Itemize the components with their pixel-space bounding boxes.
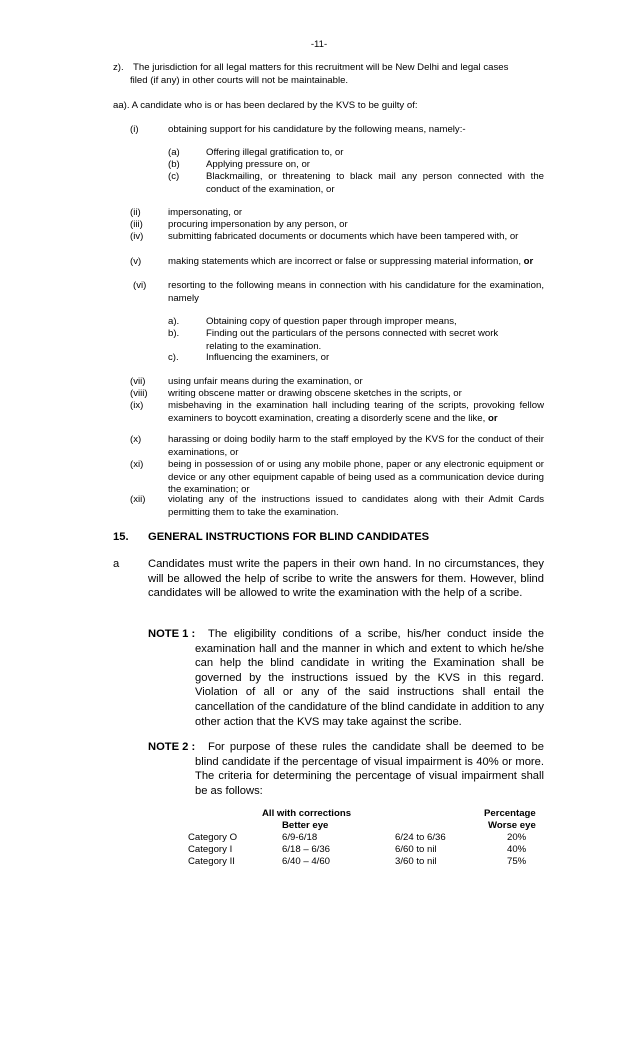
item-text: using unfair means during the examination, or [168, 376, 363, 387]
table-header-better-eye: Better eye [282, 820, 329, 831]
note2-text: For purpose of these rules the candidate shall be deemed to be blind candidate if the percentage of visual impairment is 40% or more. The criteria for determining the percentage of visual impairment shall be as follows: [195, 741, 544, 797]
cell-category: Category II [188, 856, 235, 867]
item-text-main: misbehaving in the examination hall including tearing of the scripts, provoking fellow examiners to boycott examination, creating a disorderly scene and the like, [168, 400, 544, 424]
sub-item-num: b). [168, 328, 180, 339]
item-num: (iii) [130, 219, 143, 230]
note1-text: The eligibility conditions of a scribe, his/her conduct inside the examination hall and the manner in which and extent to which he/she can help the blind candidate in writing the Examination shall be governed by the instructions issued by the KVS in this regard. Violation of all or any of the said instructions shall entail the cancellation of the candidature of the blind candidate in addition to any other action that the KVS may take against the scribe. [195, 628, 544, 728]
item-text-bold-tail: or [487, 412, 498, 424]
item-num: (vii) [130, 376, 146, 387]
item-text: harassing or doing bodily harm to the staff employed by the KVS for the conduct of their examinations, or [168, 434, 544, 458]
cell-better-eye: 6/9-6/18 [282, 832, 318, 843]
note2-label: NOTE 2 : [148, 741, 196, 753]
sub-item-num: (b) [168, 159, 180, 170]
clause-aa-intro: aa). A candidate who is or has been declared by the KVS to be guilty of: [113, 100, 418, 111]
item-text [168, 400, 544, 425]
sub-item-text: Applying pressure on, or [206, 159, 310, 170]
item-text: writing obscene matter or drawing obscene sketches in the scripts, or [168, 388, 462, 399]
item-num: (viii) [130, 388, 148, 399]
clause-z-line2: filed (if any) in other courts will not be maintainable. [130, 75, 349, 86]
item-num: (iv) [130, 231, 144, 242]
cell-worse-eye: 3/60 to nil [395, 856, 437, 867]
item-text-bold-tail: or [523, 256, 534, 267]
sub-item-text: Finding out the particulars of the persons connected with secret work relating to the examination. [206, 328, 499, 352]
cell-better-eye: 6/40 – 4/60 [282, 856, 331, 867]
item-text [168, 256, 544, 269]
sub-item-num: a). [168, 316, 180, 327]
item-num: (vi) [133, 280, 147, 291]
clause-z-line1: The jurisdiction for all legal matters for this recruitment will be New Delhi and legal cases [133, 62, 509, 73]
item-text: being in possession of or using any mobile phone, paper or any electronic equipment or device or any other equipment capable of being used as a communication device during the examination; or [168, 459, 544, 496]
item-num: (i) [130, 124, 139, 135]
cell-worse-eye: 6/24 to 6/36 [395, 832, 446, 843]
item-num: (xii) [130, 494, 146, 505]
item-num: (ii) [130, 207, 141, 218]
item-text-main: making statements which are incorrect or false or suppressing material information, [168, 256, 521, 267]
item-num: (ix) [130, 400, 144, 411]
cell-percentage: 20% [507, 832, 527, 843]
cell-better-eye: 6/18 – 6/36 [282, 844, 331, 855]
item-num: (v) [130, 256, 142, 267]
table-header-all-corrections: All with corrections [262, 808, 352, 819]
cell-percentage: 40% [507, 844, 527, 855]
note1-label: NOTE 1 : [148, 628, 196, 640]
item-num: (x) [130, 434, 142, 445]
sub-item-text: Blackmailing, or threatening to black mail any person connected with the conduct of the examination, or [206, 171, 544, 195]
item-text: procuring impersonation by any person, or [168, 219, 348, 230]
item-text: impersonating, or [168, 207, 243, 218]
item-text: resorting to the following means in connection with his candidature for the examination, namely [168, 280, 544, 304]
para-a-label: a [113, 558, 120, 570]
para-a-text: Candidates must write the papers in their own hand. In no circumstances, they will be allowed the help of scribe to write the answers for them. However, blind candidates will be allowed to write the examination with the help of a scribe. [148, 558, 544, 600]
sub-item-text: Obtaining copy of question paper through improper means, [206, 316, 457, 327]
cell-category: Category I [188, 844, 233, 855]
sub-item-text: Influencing the examiners, or [206, 352, 330, 363]
sub-item-num: (a) [168, 147, 180, 158]
clause-z-label: z). [113, 62, 124, 73]
cell-category: Category O [188, 832, 238, 843]
page-number: -11- [310, 39, 328, 50]
item-text: submitting fabricated documents or documents which have been tampered with, or [168, 231, 519, 242]
sub-item-num: c). [168, 352, 179, 363]
cell-percentage: 75% [507, 856, 527, 867]
section-title: GENERAL INSTRUCTIONS FOR BLIND CANDIDATES [148, 531, 430, 543]
cell-worse-eye: 6/60 to nil [395, 844, 437, 855]
table-header-worse-eye: Worse eye [488, 820, 536, 831]
item-text: obtaining support for his candidature by the following means, namely:- [168, 124, 466, 135]
table-header-percentage: Percentage [484, 808, 536, 819]
sub-item-num: (c) [168, 171, 180, 182]
section-number: 15. [113, 531, 129, 543]
item-text: violating any of the instructions issued to candidates along with their Admit Cards permitting them to take the examination. [168, 494, 544, 518]
sub-item-text: Offering illegal gratification to, or [206, 147, 344, 158]
item-num: (xi) [130, 459, 144, 470]
